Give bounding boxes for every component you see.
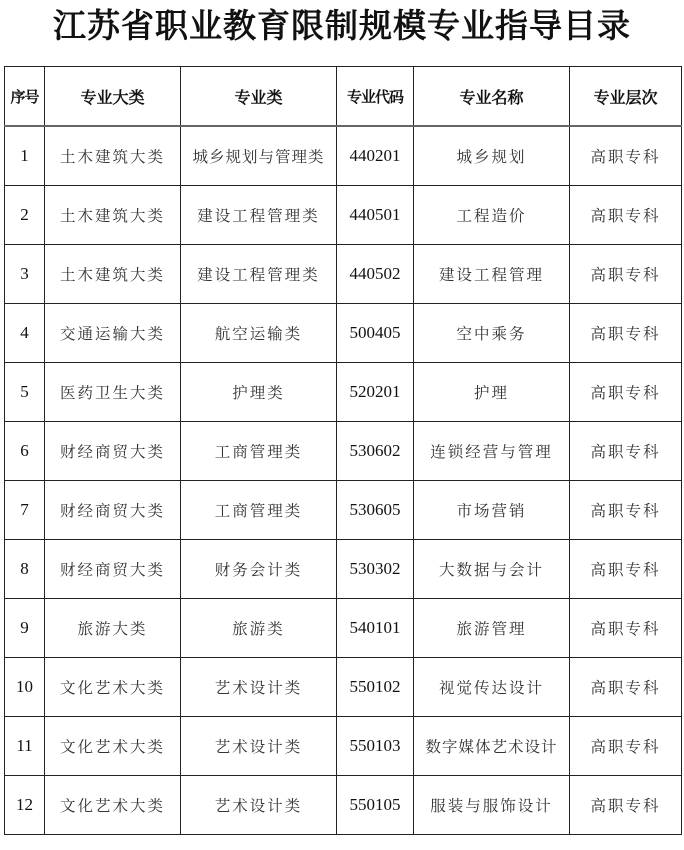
major-name-cell: 城乡规划 (414, 126, 570, 186)
major-level-cell: 高职专科 (570, 304, 682, 363)
serial-no-cell: 3 (5, 245, 45, 304)
serial-no-cell: 10 (5, 658, 45, 717)
header-major-subcategory: 专业类 (181, 67, 337, 127)
major-subcategory-cell: 工商管理类 (181, 422, 337, 481)
major-category-cell: 文化艺术大类 (45, 776, 181, 835)
major-category-cell: 财经商贸大类 (45, 422, 181, 481)
restricted-majors-table (4, 66, 682, 835)
serial-no-cell: 4 (5, 304, 45, 363)
major-name-cell: 建设工程管理 (414, 245, 570, 304)
major-name-cell: 工程造价 (414, 186, 570, 245)
major-level-cell: 高职专科 (570, 422, 682, 481)
table-row (5, 422, 682, 481)
major-subcategory-cell: 旅游类 (181, 599, 337, 658)
major-name-cell: 大数据与会计 (414, 540, 570, 599)
major-subcategory-cell: 财务会计类 (181, 540, 337, 599)
major-name-cell: 服装与服饰设计 (414, 776, 570, 835)
table-row (5, 776, 682, 835)
table-row (5, 717, 682, 776)
major-subcategory-cell: 城乡规划与管理类 (181, 126, 337, 186)
major-category-cell: 土木建筑大类 (45, 186, 181, 245)
table-row (5, 186, 682, 245)
major-subcategory-cell: 艺术设计类 (181, 658, 337, 717)
serial-no-cell: 5 (5, 363, 45, 422)
header-serial-no: 序号 (5, 67, 45, 127)
table-row (5, 540, 682, 599)
major-name-cell: 空中乘务 (414, 304, 570, 363)
major-code-cell: 550105 (337, 776, 414, 835)
major-category-cell: 财经商贸大类 (45, 540, 181, 599)
header-major-level: 专业层次 (570, 67, 682, 127)
major-subcategory-cell: 建设工程管理类 (181, 245, 337, 304)
major-level-cell: 高职专科 (570, 717, 682, 776)
major-code-cell: 550103 (337, 717, 414, 776)
major-subcategory-cell: 护理类 (181, 363, 337, 422)
major-category-cell: 土木建筑大类 (45, 126, 181, 186)
serial-no-cell: 1 (5, 126, 45, 186)
major-code-cell: 530605 (337, 481, 414, 540)
table-row (5, 599, 682, 658)
table-header-row (5, 67, 682, 127)
major-category-cell: 交通运输大类 (45, 304, 181, 363)
header-major-category: 专业大类 (45, 67, 181, 127)
major-code-cell: 540101 (337, 599, 414, 658)
major-subcategory-cell: 艺术设计类 (181, 717, 337, 776)
serial-no-cell: 9 (5, 599, 45, 658)
table-row (5, 304, 682, 363)
serial-no-cell: 11 (5, 717, 45, 776)
serial-no-cell: 7 (5, 481, 45, 540)
major-name-cell: 护理 (414, 363, 570, 422)
table-row (5, 658, 682, 717)
major-subcategory-cell: 航空运输类 (181, 304, 337, 363)
major-subcategory-cell: 艺术设计类 (181, 776, 337, 835)
major-code-cell: 440501 (337, 186, 414, 245)
major-code-cell: 440201 (337, 126, 414, 186)
major-category-cell: 旅游大类 (45, 599, 181, 658)
header-major-name: 专业名称 (414, 67, 570, 127)
serial-no-cell: 6 (5, 422, 45, 481)
major-level-cell: 高职专科 (570, 540, 682, 599)
major-code-cell: 520201 (337, 363, 414, 422)
major-code-cell: 550102 (337, 658, 414, 717)
major-name-cell: 连锁经营与管理 (414, 422, 570, 481)
serial-no-cell: 8 (5, 540, 45, 599)
table-row (5, 363, 682, 422)
major-level-cell: 高职专科 (570, 245, 682, 304)
major-subcategory-cell: 工商管理类 (181, 481, 337, 540)
major-name-cell: 数字媒体艺术设计 (414, 717, 570, 776)
major-level-cell: 高职专科 (570, 126, 682, 186)
major-level-cell: 高职专科 (570, 481, 682, 540)
table-row (5, 481, 682, 540)
major-name-cell: 旅游管理 (414, 599, 570, 658)
major-subcategory-cell: 建设工程管理类 (181, 186, 337, 245)
table-row (5, 245, 682, 304)
major-name-cell: 市场营销 (414, 481, 570, 540)
document-title: 江苏省职业教育限制规模专业指导目录 (53, 6, 631, 45)
major-code-cell: 500405 (337, 304, 414, 363)
serial-no-cell: 2 (5, 186, 45, 245)
major-name-cell: 视觉传达设计 (414, 658, 570, 717)
serial-no-cell: 12 (5, 776, 45, 835)
major-code-cell: 530302 (337, 540, 414, 599)
major-level-cell: 高职专科 (570, 186, 682, 245)
major-level-cell: 高职专科 (570, 776, 682, 835)
major-level-cell: 高职专科 (570, 363, 682, 422)
table-row (5, 126, 682, 186)
major-category-cell: 财经商贸大类 (45, 481, 181, 540)
major-category-cell: 医药卫生大类 (45, 363, 181, 422)
major-level-cell: 高职专科 (570, 599, 682, 658)
major-code-cell: 440502 (337, 245, 414, 304)
major-category-cell: 文化艺术大类 (45, 717, 181, 776)
major-category-cell: 土木建筑大类 (45, 245, 181, 304)
header-major-code: 专业代码 (337, 67, 414, 127)
major-level-cell: 高职专科 (570, 658, 682, 717)
major-category-cell: 文化艺术大类 (45, 658, 181, 717)
major-code-cell: 530602 (337, 422, 414, 481)
